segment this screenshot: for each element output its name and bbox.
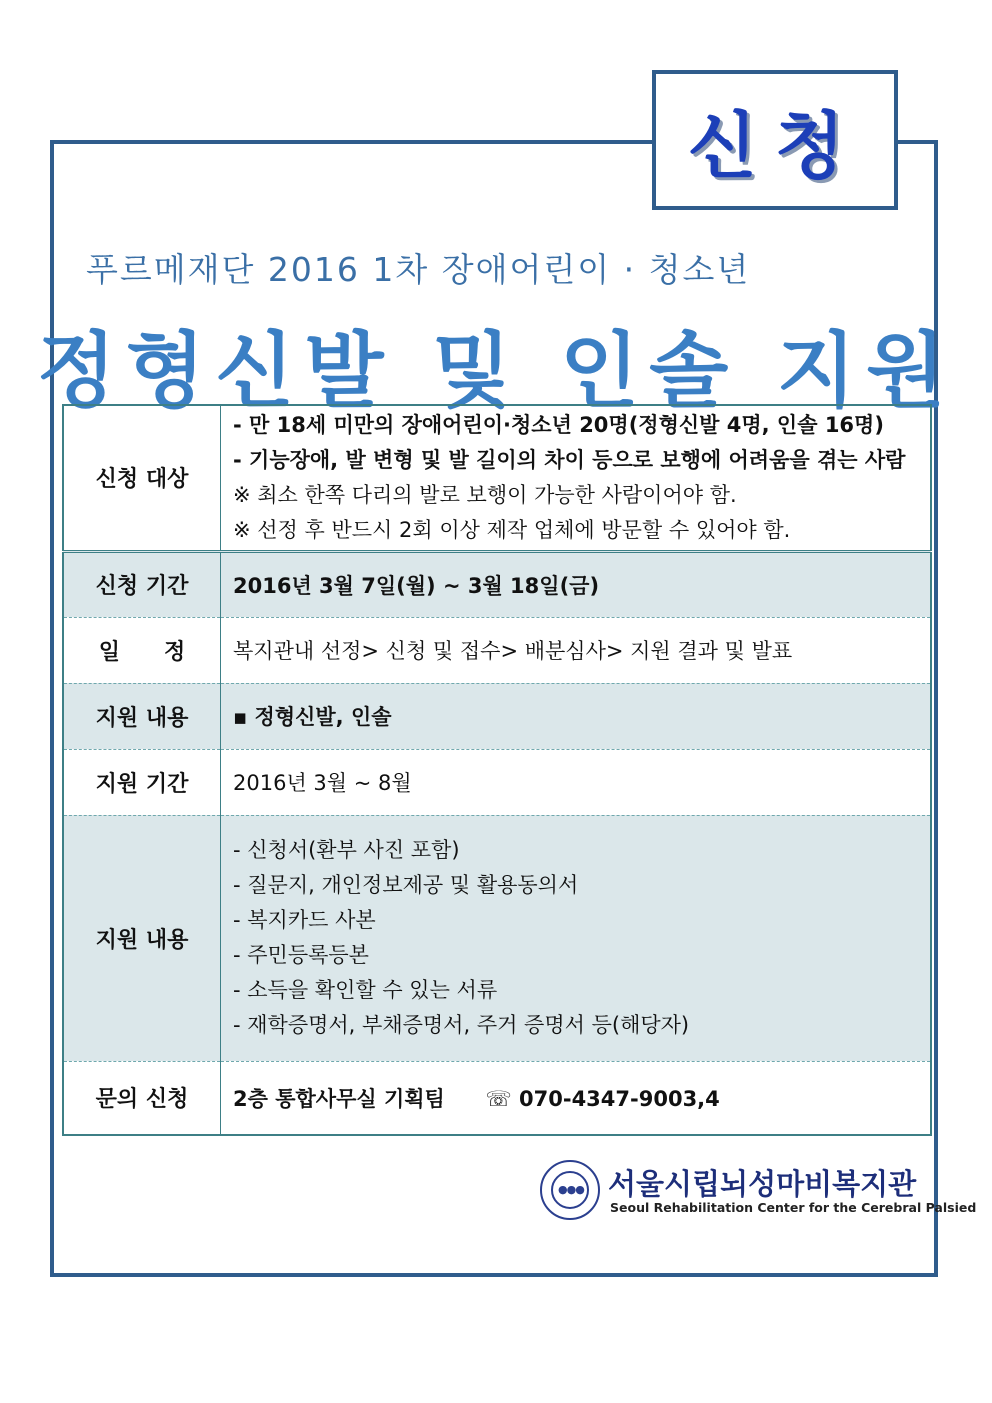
document-item: - 주민등록등본 — [233, 943, 369, 967]
table-row-documents — [63, 815, 931, 1061]
row-value — [221, 815, 932, 1061]
document-item: - 복지카드 사본 — [233, 908, 376, 932]
table-row-contact — [63, 1061, 931, 1135]
org-name: 서울시립뇌성마비복지관 — [608, 1167, 917, 1201]
row-label: 지원 내용 — [63, 815, 221, 1061]
org-logo — [540, 1160, 977, 1222]
table-row-schedule — [63, 617, 931, 683]
org-name-english: Seoul Rehabilitation Center for the Cerebral Palsied — [610, 1200, 977, 1215]
info-table — [62, 404, 932, 1136]
row-label: 지원 내용 — [63, 683, 221, 749]
row-value: 2016년 3월 7일(월) ~ 3월 18일(금) — [221, 551, 932, 617]
row-label: 신청 기간 — [63, 551, 221, 617]
row-label: 지원 기간 — [63, 749, 221, 815]
row-value — [221, 1061, 932, 1135]
document-item: - 소득을 확인할 수 있는 서류 — [233, 978, 498, 1002]
table-row-target — [63, 405, 931, 551]
document-item: - 질문지, 개인정보제공 및 활용동의서 — [233, 873, 579, 897]
target-line: - 만 18세 미만의 장애어린이·청소년 20명(정형신발 4명, 인솔 16명) — [233, 412, 884, 437]
poster-title: 정형신발 및 인솔 지원 — [36, 324, 956, 419]
target-note: ※ 최소 한쪽 다리의 발로 보행이 가능한 사람이어야 함. — [233, 482, 737, 507]
poster-subtitle: 푸르메재단 2016 1차 장애어린이 · 청소년 — [86, 250, 751, 289]
row-value: 복지관내 선정> 신청 및 접수> 배분심사> 지원 결과 및 발표 — [221, 617, 932, 683]
row-label: 신청 대상 — [63, 405, 221, 551]
document-item: - 재학증명서, 부채증명서, 주거 증명서 등(해당자) — [233, 1013, 690, 1037]
row-value — [221, 405, 932, 551]
apply-stamp-text: 신청 — [687, 104, 863, 188]
table-row-apply-period — [63, 551, 931, 617]
contact-phone[interactable]: 070-4347-9003,4 — [519, 1086, 720, 1111]
document-item: - 신청서(환부 사진 포함) — [233, 838, 460, 862]
target-note: ※ 선정 후 반드시 2회 이상 제작 업체에 방문할 수 있어야 함. — [233, 517, 791, 542]
apply-stamp-box — [652, 70, 898, 210]
table-row-support-content — [63, 683, 931, 749]
row-value: ▪ 정형신발, 인솔 — [221, 683, 932, 749]
row-value: 2016년 3월 ~ 8월 — [221, 749, 932, 815]
contact-office: 2층 통합사무실 기획팀 — [233, 1086, 445, 1111]
row-label: 일 정 — [63, 617, 221, 683]
phone-icon: ☏ — [485, 1086, 512, 1111]
target-line: - 기능장애, 발 변형 및 발 길이의 차이 등으로 보행에 어려움을 겪는 사람 — [233, 447, 906, 472]
seal-icon: ●●● — [540, 1160, 600, 1220]
row-label: 문의 신청 — [63, 1061, 221, 1135]
table-row-support-period — [63, 749, 931, 815]
